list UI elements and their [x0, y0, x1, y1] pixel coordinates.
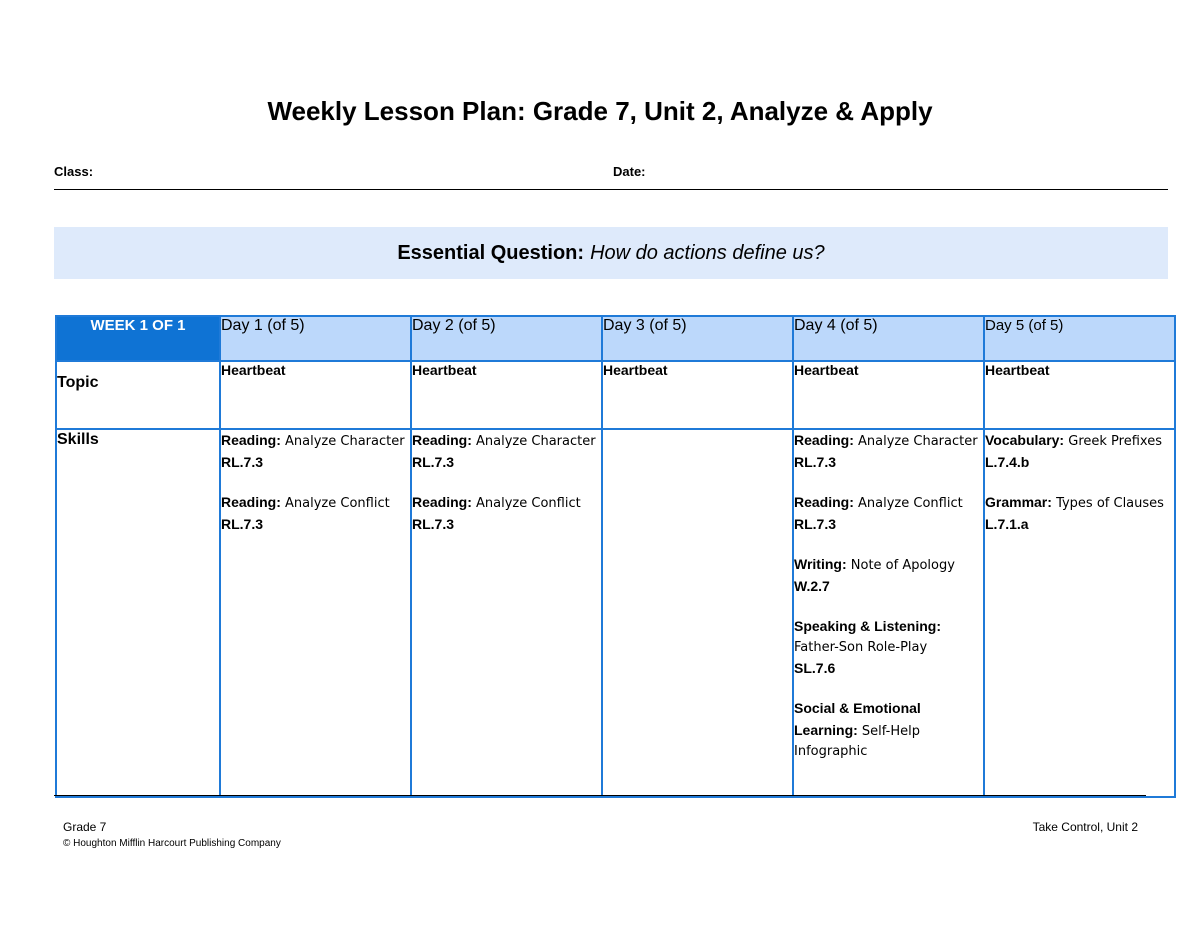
- skills-cell-day1: [220, 429, 411, 797]
- skill-desc: Greek Prefixes: [1068, 434, 1162, 449]
- day-header: Day 2 (of 5): [411, 316, 602, 361]
- skill-item: [985, 430, 1174, 472]
- skill-label: Social & Emotional Learning:: [794, 700, 921, 738]
- skill-code: RL.7.3: [412, 516, 455, 532]
- topic-cell: Heartbeat: [602, 361, 793, 429]
- skill-label: Reading:: [221, 494, 281, 510]
- skill-label: Grammar:: [985, 494, 1052, 510]
- day-header: Day 1 (of 5): [220, 316, 411, 361]
- page-title: Weekly Lesson Plan: Grade 7, Unit 2, Analyze & Apply: [267, 96, 933, 126]
- skill-desc: Types of Clauses: [1056, 496, 1164, 511]
- skills-label: Skills: [56, 429, 220, 797]
- skill-label: Reading:: [794, 432, 854, 448]
- skill-item: [794, 430, 983, 472]
- footer-grade: Grade 7: [63, 820, 107, 834]
- footer-divider: [54, 795, 1146, 796]
- day-header: Day 4 (of 5): [793, 316, 984, 361]
- skill-item: [794, 492, 983, 534]
- skill-code: RL.7.3: [412, 454, 455, 470]
- header-row: [56, 316, 1175, 361]
- meta-divider: [54, 189, 1168, 190]
- skill-desc: Analyze Character: [285, 434, 405, 449]
- skill-item: [985, 492, 1174, 534]
- skill-code: L.7.1.a: [985, 516, 1029, 532]
- skill-desc: Analyze Character: [476, 434, 596, 449]
- essential-question-label: Essential Question:: [397, 241, 585, 264]
- skill-code: L.7.4.b: [985, 454, 1030, 470]
- skill-label: Speaking & Listening:: [794, 618, 942, 634]
- topic-cell: Heartbeat: [793, 361, 984, 429]
- skill-desc: Analyze Conflict: [858, 496, 963, 511]
- class-label: Class:: [54, 164, 94, 179]
- date-label: Date:: [613, 164, 646, 179]
- skill-label: Reading:: [794, 494, 854, 510]
- skill-code: SL.7.6: [794, 660, 836, 676]
- topic-label: Topic: [56, 361, 220, 429]
- skill-item: [794, 554, 983, 596]
- skill-label: Reading:: [221, 432, 281, 448]
- skill-item: [794, 698, 983, 762]
- skill-label: Reading:: [412, 432, 472, 448]
- skill-item: [221, 430, 410, 472]
- skills-cell-day4: [793, 429, 984, 797]
- topic-cell: Heartbeat: [411, 361, 602, 429]
- skill-desc: Father-Son Role-Play: [794, 640, 928, 655]
- day-header: Day 5 (of 5): [984, 316, 1175, 361]
- week-header: WEEK 1 OF 1: [56, 316, 220, 361]
- skill-desc: Note of Apology: [850, 558, 955, 573]
- topic-cell: Heartbeat: [220, 361, 411, 429]
- lesson-plan-table: [55, 315, 1176, 798]
- skill-desc: Analyze Conflict: [285, 496, 390, 511]
- skill-label: Reading:: [412, 494, 472, 510]
- skill-label: Writing:: [794, 556, 847, 572]
- skill-desc: Analyze Conflict: [476, 496, 581, 511]
- skill-code: RL.7.3: [794, 516, 837, 532]
- skill-desc: Self-Help Infographic: [794, 724, 920, 759]
- day-header: Day 3 (of 5): [602, 316, 793, 361]
- footer-unit: Take Control, Unit 2: [1032, 820, 1138, 834]
- topic-cell: Heartbeat: [984, 361, 1175, 429]
- skill-item: [412, 492, 601, 534]
- skill-code: RL.7.3: [221, 516, 264, 532]
- skills-cell-day2: [411, 429, 602, 797]
- skills-cell-day5: [984, 429, 1175, 797]
- topic-row: [56, 361, 1175, 429]
- footer-copyright: © Houghton Mifflin Harcourt Publishing Company: [63, 838, 281, 849]
- skill-item: [794, 616, 983, 678]
- skill-code: RL.7.3: [221, 454, 264, 470]
- essential-question-box: [54, 227, 1168, 279]
- skills-cell-day3: [602, 429, 793, 797]
- skill-desc: Analyze Character: [858, 434, 978, 449]
- skill-code: RL.7.3: [794, 454, 837, 470]
- skill-item: [412, 430, 601, 472]
- skill-item: [221, 492, 410, 534]
- skills-row: [56, 429, 1175, 797]
- skill-code: W.2.7: [794, 578, 830, 594]
- skill-label: Vocabulary:: [985, 432, 1065, 448]
- essential-question-text: How do actions define us?: [590, 241, 825, 264]
